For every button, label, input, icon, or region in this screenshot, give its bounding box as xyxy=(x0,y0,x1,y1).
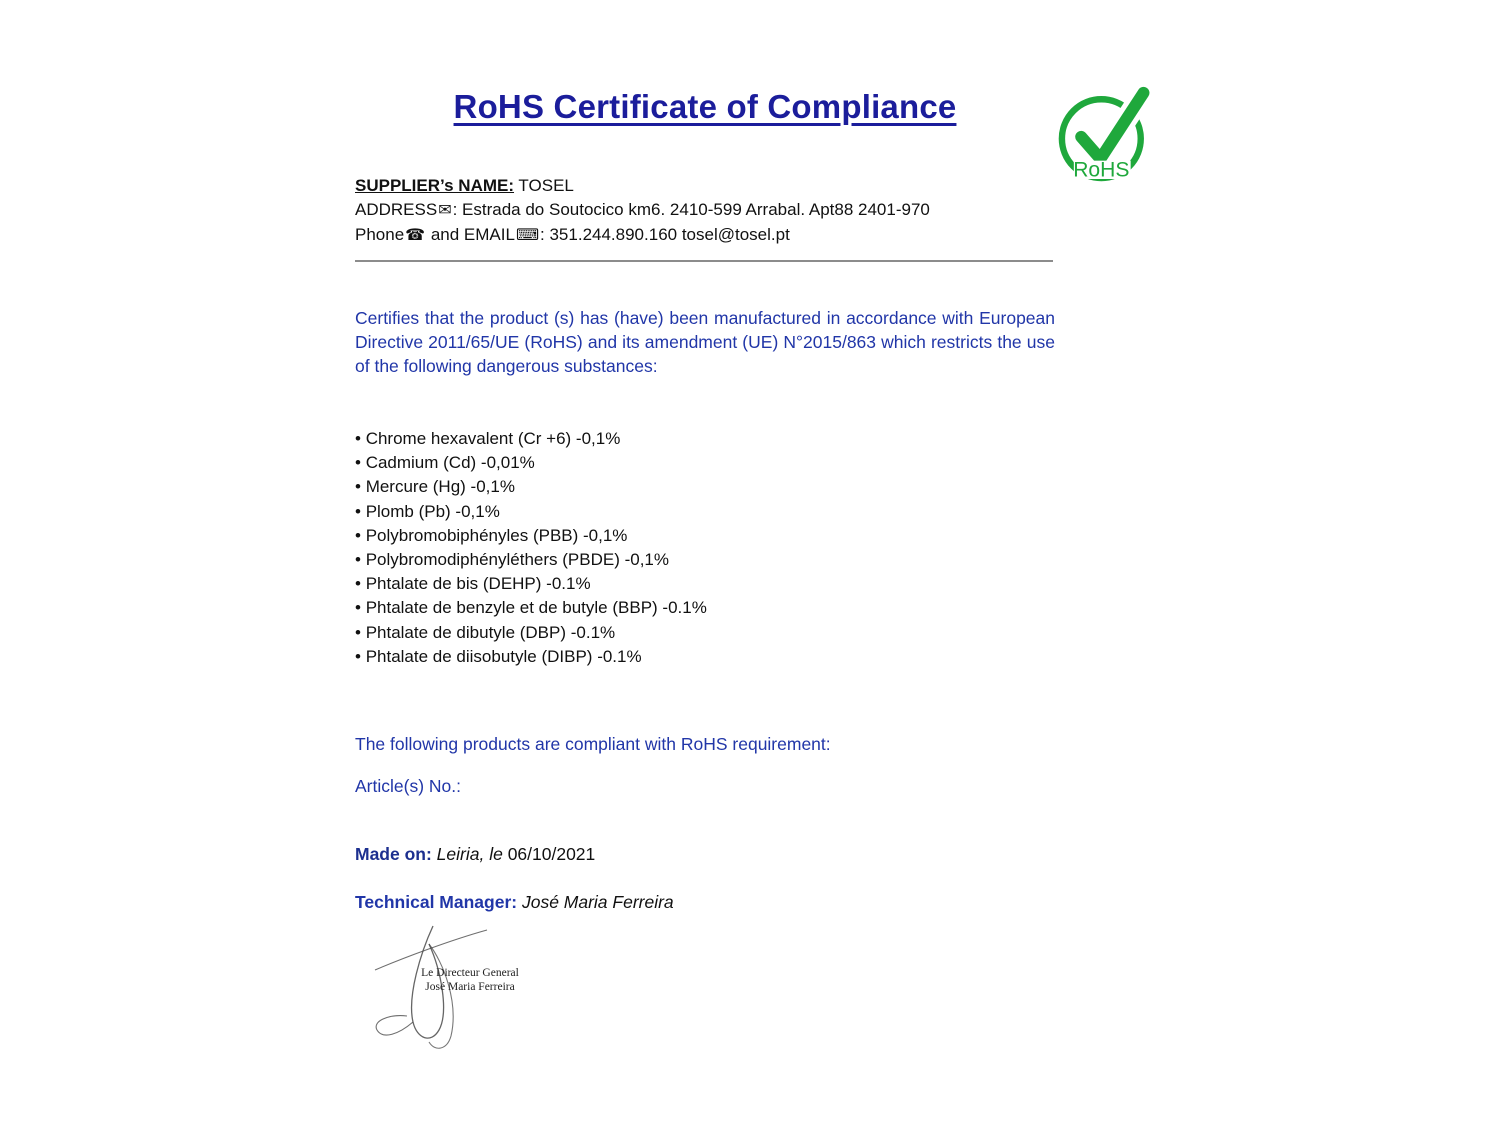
substance-item: • Plomb (Pb) -0,1% xyxy=(355,500,1055,524)
supplier-name-line xyxy=(355,174,1055,198)
substance-item: • Phtalate de dibutyle (DBP) -0.1% xyxy=(355,621,1055,645)
compliance-statement: The following products are compliant with RoHS requirement: xyxy=(355,734,831,754)
signature-caption xyxy=(385,966,555,994)
page-title: RoHS Certificate of Compliance xyxy=(453,88,957,125)
address-value: : Estrada do Soutocico km6. 2410-599 Arrabal. Apt88 2401-970 xyxy=(452,200,930,219)
rohs-logo-graphic xyxy=(1050,80,1160,190)
supplier-name-label: SUPPLIER’s NAME: xyxy=(355,176,515,195)
article-number-line: Article(s) No.: xyxy=(355,776,461,796)
substance-item: • Chrome hexavalent (Cr +6) -0,1% xyxy=(355,427,1055,451)
supplier-block xyxy=(355,174,1055,248)
substance-item: • Phtalate de bis (DEHP) -0.1% xyxy=(355,572,1055,596)
signature xyxy=(355,918,575,1058)
substance-item: • Polybromodiphényléthers (PBDE) -0,1% xyxy=(355,548,1055,572)
substance-item: • Phtalate de diisobutyle (DIBP) -0.1% xyxy=(355,645,1055,669)
rohs-logo-text: RoHS xyxy=(1073,158,1130,182)
made-on-date: 06/10/2021 xyxy=(502,844,596,864)
made-on-place: Leiria, le xyxy=(431,844,503,864)
contact-value: : 351.244.890.160 tosel@tosel.pt xyxy=(540,225,790,244)
rohs-logo xyxy=(1050,80,1160,190)
signature-title-line: Le Directeur General xyxy=(421,967,519,979)
signature-name-line: José Maria Ferreira xyxy=(425,981,515,993)
substances-list xyxy=(355,427,1055,669)
divider xyxy=(355,260,1053,262)
certifies-paragraph: Certifies that the product (s) has (have) been manufactured in accordance with European Directive 2011/65/UE (RoHS) and its amendment (UE) N°2015/863 which restricts the use of the following dangerous substances: xyxy=(355,308,1055,376)
email-label: and EMAIL xyxy=(426,225,515,244)
computer-icon: ⌨ xyxy=(515,227,540,244)
supplier-name-value: TOSEL xyxy=(514,176,574,195)
supplier-contact-line xyxy=(355,223,1055,248)
substance-item: • Phtalate de benzyle et de butyle (BBP) -0.1% xyxy=(355,596,1055,620)
phone-icon: ☎ xyxy=(405,227,426,244)
envelope-icon: ✉ xyxy=(438,202,452,219)
technical-manager-label: Technical Manager: xyxy=(355,892,518,912)
substance-item: • Cadmium (Cd) -0,01% xyxy=(355,451,1055,475)
technical-manager-name: José Maria Ferreira xyxy=(517,892,674,912)
supplier-address-line xyxy=(355,198,1055,223)
made-on-label: Made on: xyxy=(355,844,432,864)
address-label: ADDRESS xyxy=(355,200,438,219)
made-on-line xyxy=(355,844,1055,865)
technical-manager-line xyxy=(355,892,1055,913)
substance-item: • Polybromobiphényles (PBB) -0,1% xyxy=(355,524,1055,548)
phone-label: Phone xyxy=(355,225,405,244)
substance-item: • Mercure (Hg) -0,1% xyxy=(355,475,1055,499)
